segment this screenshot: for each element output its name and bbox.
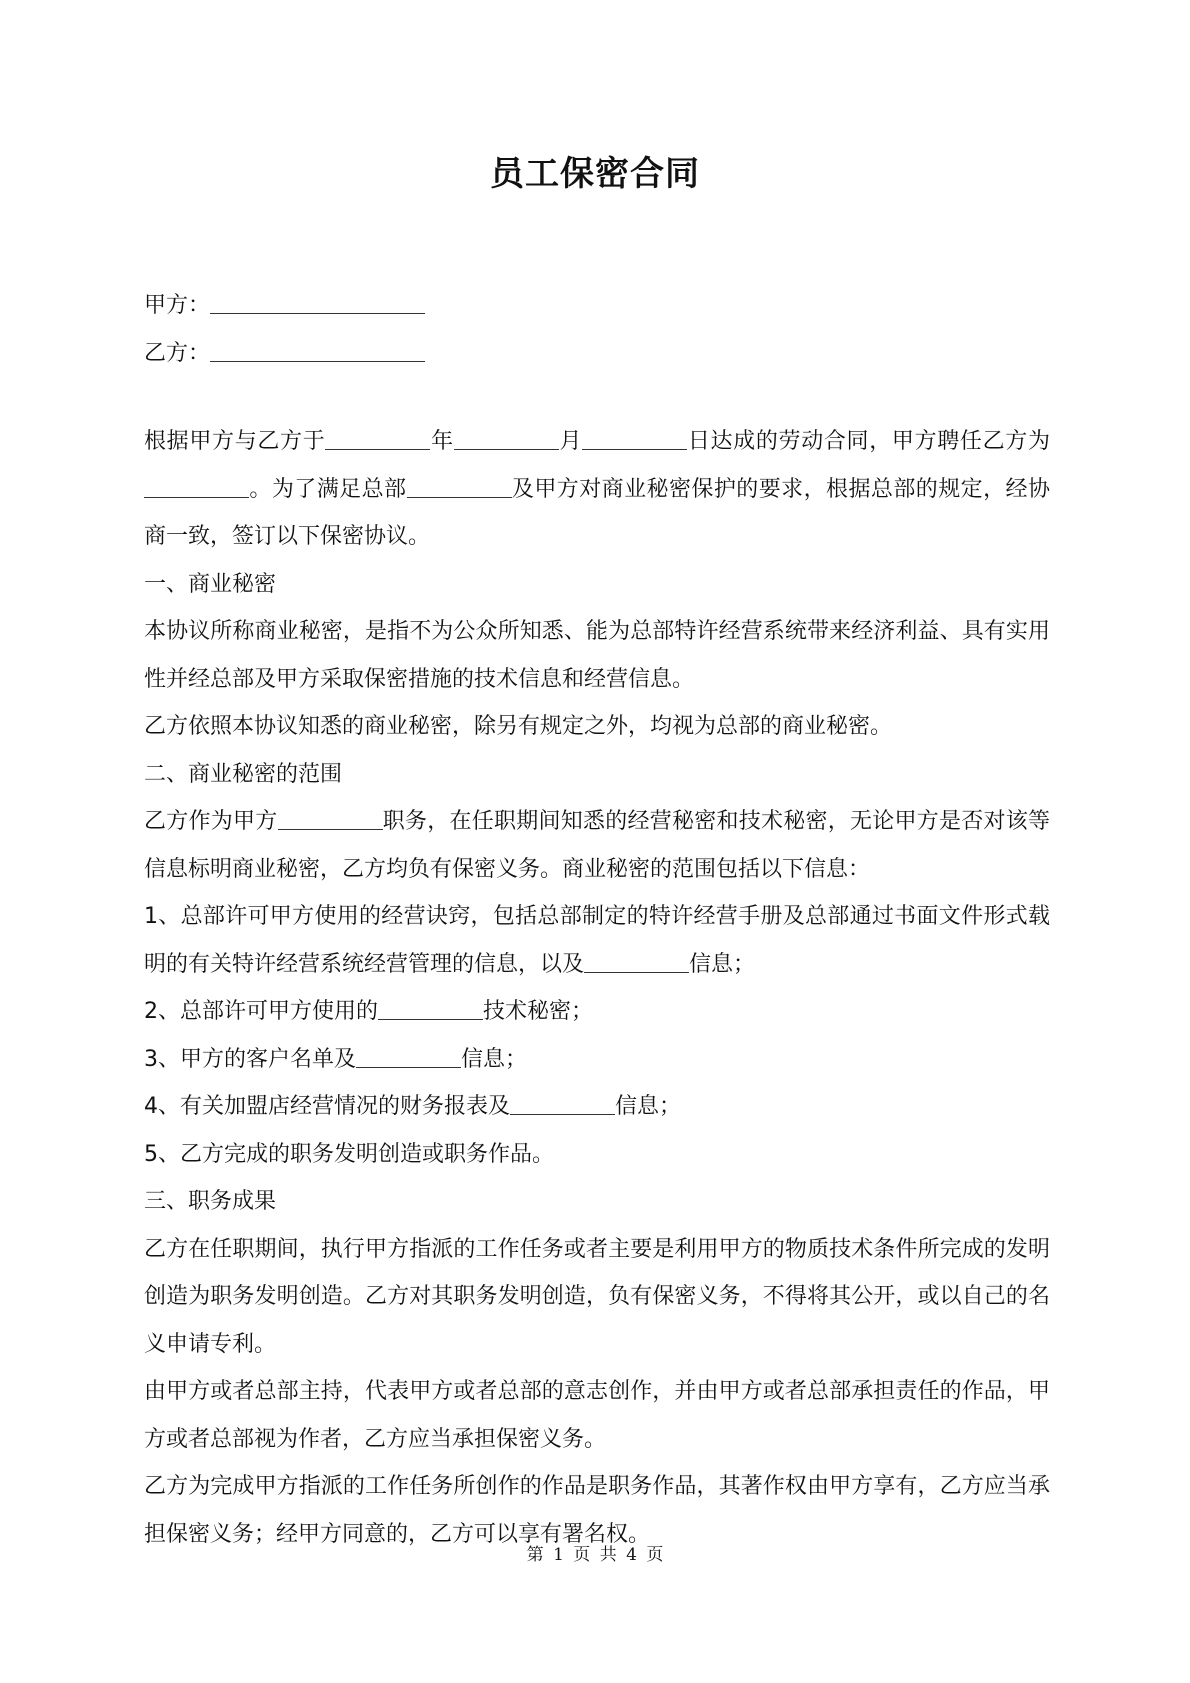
item-4-text-1: 4、有关加盟店经营情况的财务报表及 (144, 1094, 510, 1119)
duty-blank (278, 807, 383, 830)
party-b-label: 乙方： (144, 341, 211, 366)
section-1-paragraph-2: 乙方依照本协议知悉的商业秘密，除另有规定之外，均视为总部的商业秘密。 (144, 714, 893, 739)
section-3-paragraph-2: 由甲方或者总部主持，代表甲方或者总部的意志创作，并由甲方或者总部承担责任的作品，甲方或者总部视为作者，乙方应当承担保密义务。 (144, 1379, 1050, 1452)
item-4-text-2: 信息； (615, 1094, 682, 1119)
section-1-heading: 一、商业秘密 (144, 571, 277, 597)
contract-body (144, 418, 1050, 1558)
intro-text-4: 日达成的劳动合同，甲方聘任乙方为 (687, 429, 1050, 454)
item-1-blank (584, 950, 689, 973)
section-3-paragraph-3: 乙方为完成甲方指派的工作任务所创作的作品是职务作品，其著作权由甲方享有，乙方应当承担保密义务；经甲方同意的，乙方可以享有署名权。 (144, 1474, 1050, 1547)
item-3-blank (356, 1045, 461, 1068)
year-blank (325, 427, 430, 450)
page-footer: 第 1 页 共 4 页 (526, 1545, 664, 1565)
item-2-blank (378, 997, 483, 1020)
intro-text-1: 根据甲方与乙方于 (144, 429, 326, 454)
position-blank (144, 475, 249, 498)
section-1-paragraph-1: 本协议所称商业秘密，是指不为公众所知悉、能为总部特许经营系统带来经济利益、具有实用性并经总部及甲方采取保密措施的技术信息和经营信息。 (144, 619, 1050, 692)
section-3-paragraph-1: 乙方在任职期间，执行甲方指派的工作任务或者主要是利用甲方的物质技术条件所完成的发明创造为职务发明创造。乙方对其职务发明创造，负有保密义务，不得将其公开，或以自己的名义申请专利。 (144, 1236, 1050, 1357)
section-2-item-5: 5、乙方完成的职务发明创造或职务作品。 (144, 1141, 554, 1167)
item-2-text-2: 技术秘密； (483, 999, 594, 1024)
intro-text-6: 及甲方对商业秘密保护的要求，根据总部的规定，经协商一致，签订以下保密协议。 (144, 476, 1050, 549)
month-blank (454, 427, 559, 450)
section-2-item-3 (144, 1036, 1050, 1084)
party-b-blank (210, 339, 425, 362)
intro-paragraph (144, 418, 1050, 561)
item-3-text-1: 3、甲方的客户名单及 (144, 1046, 356, 1072)
party-a-line (144, 282, 1044, 330)
intro-text-2: 年 (430, 429, 454, 454)
item-1-text-2: 信息； (689, 951, 756, 977)
party-a-blank (210, 291, 425, 314)
intro-text-5: 。为了满足总部 (249, 476, 407, 502)
section-2-paragraph-1 (144, 798, 1050, 893)
section-2-heading: 二、商业秘密的范围 (144, 761, 343, 787)
section-3-heading: 三、职务成果 (144, 1189, 277, 1214)
document-title: 员工保密合同 (490, 154, 700, 194)
section-2-item-4 (144, 1083, 1050, 1131)
section-2-text-1: 乙方作为甲方 (144, 809, 278, 834)
hq-blank (407, 475, 512, 498)
party-a-label: 甲方： (144, 293, 211, 318)
section-2-text-2: 职务，在任职期间知悉的经营秘密和技术秘密，无论甲方是否对该等信息标明商业秘密，乙方均负有保密义务。商业秘密的范围包括以下信息： (144, 809, 1050, 882)
intro-text-3: 月 (558, 429, 583, 454)
day-blank (582, 427, 687, 450)
section-2-item-2 (144, 988, 1050, 1036)
item-2-text-1: 2、总部许可甲方使用的 (144, 999, 378, 1024)
item-4-blank (510, 1092, 615, 1115)
item-1-text-1: 1、总部许可甲方使用的经营诀窍，包括总部制定的特许经营手册及总部通过书面文件形式载明的有关特许经营系统经营管理的信息，以及 (144, 904, 1050, 977)
party-b-line (144, 330, 1044, 378)
parties-block (144, 282, 1044, 378)
item-3-text-2: 信息； (461, 1046, 528, 1072)
section-2-item-1 (144, 893, 1050, 988)
